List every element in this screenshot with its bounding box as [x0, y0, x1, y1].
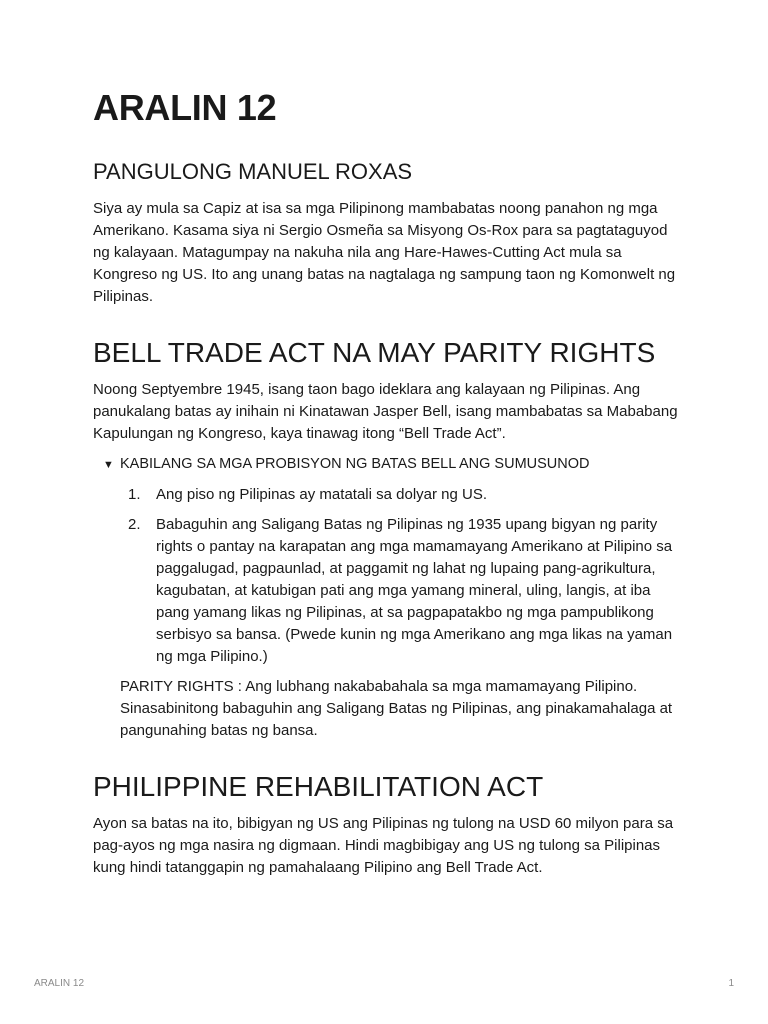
provisions-toggle-label: KABILANG SA MGA PROBISYON NG BATAS BELL ANG SUMUSUNOD	[120, 456, 590, 472]
list-item	[120, 514, 683, 668]
section-heading-bell-trade-act: BELL TRADE ACT NA MAY PARITY RIGHTS	[93, 337, 656, 368]
list-item-text: Ang piso ng Pilipinas ay matatali sa dolyar ng US.	[156, 486, 488, 503]
section-rehabilitation-act	[93, 770, 683, 879]
provisions-toggle[interactable]	[103, 453, 683, 476]
document-page	[93, 86, 683, 879]
parity-rights-note: PARITY RIGHTS : Ang lubhang nakababahala sa mga mamamayang Pilipino. Sinasabinitong babaguhin ang Saligang Batas ng Pilipinas, ang pinakamahalaga at pangunahing batas ng bansa.	[120, 678, 673, 739]
section-body-roxas: Siya ay mula sa Capiz at isa sa mga Pilipinong mambabatas noong panahon ng mga Amerikano. Kasama siya ni Sergio Osmeña sa Misyong Os-Rox para sa pagtataguyod ng kalayaan. Matagumpay na nakuha nila ang Hare-Hawes-Cutting Act mula sa Kongreso ng US. Ito ang unang batas na nagtalaga ng sampung taon ng Komonwelt ng Pilipinas.	[93, 200, 676, 305]
provisions-list	[93, 484, 683, 668]
section-bell-trade-act	[93, 336, 683, 742]
page-title: ARALIN 12	[93, 87, 277, 128]
section-body-rehabilitation-act: Ayon sa batas na ito, bibigyan ng US ang Pilipinas ng tulong na USD 60 milyon para sa pag-ayos ng mga nasira ng digmaan. Hindi magbibigay ang US ng tulong sa Pilipinas kung hindi tatanggapin ng pamahalaang Pilipino ang Bell Trade Act.	[93, 815, 674, 876]
section-body-bell-trade-act: Noong Septyembre 1945, isang taon bago ideklara ang kalayaan ng Pilipinas. Ang panukalang batas ay inihain ni Kinatawan Jasper Bell, isang mambabatas sa Mababang Kapulungan ng Kongreso, kaya tinawag itong “Bell Trade Act”.	[93, 381, 678, 442]
list-item	[120, 484, 683, 506]
toggle-triangle-icon: ▼	[103, 459, 114, 471]
section-roxas	[93, 158, 683, 308]
list-item-number: 2.	[128, 516, 141, 533]
list-item-number: 1.	[128, 486, 141, 503]
section-heading-rehabilitation-act: PHILIPPINE REHABILITATION ACT	[93, 771, 544, 802]
list-item-text: Babaguhin ang Saligang Batas ng Pilipinas ng 1935 upang bigyan ng parity rights o pantay na karapatan ang mga mamamayang Amerikano at Pilipino sa paggalugad, pagpaunlad, at paggamit ng lahat ng lupaing pang-agrikultura, kagubatan, at katubigan pati ang mga yamang mineral, uling, langis, at iba pang yamang likas ng Pilipinas, at sa pagpapatakbo ng mga pampublikong serbisyo sa bansa. (Pwede kunin ng mga Amerikano ang mga likas na yaman ng mga Pilipino.)	[156, 516, 673, 665]
footer-title: ARALIN 12	[34, 978, 85, 989]
section-heading-roxas: PANGULONG MANUEL ROXAS	[93, 159, 413, 184]
page-number: 1	[728, 978, 734, 989]
